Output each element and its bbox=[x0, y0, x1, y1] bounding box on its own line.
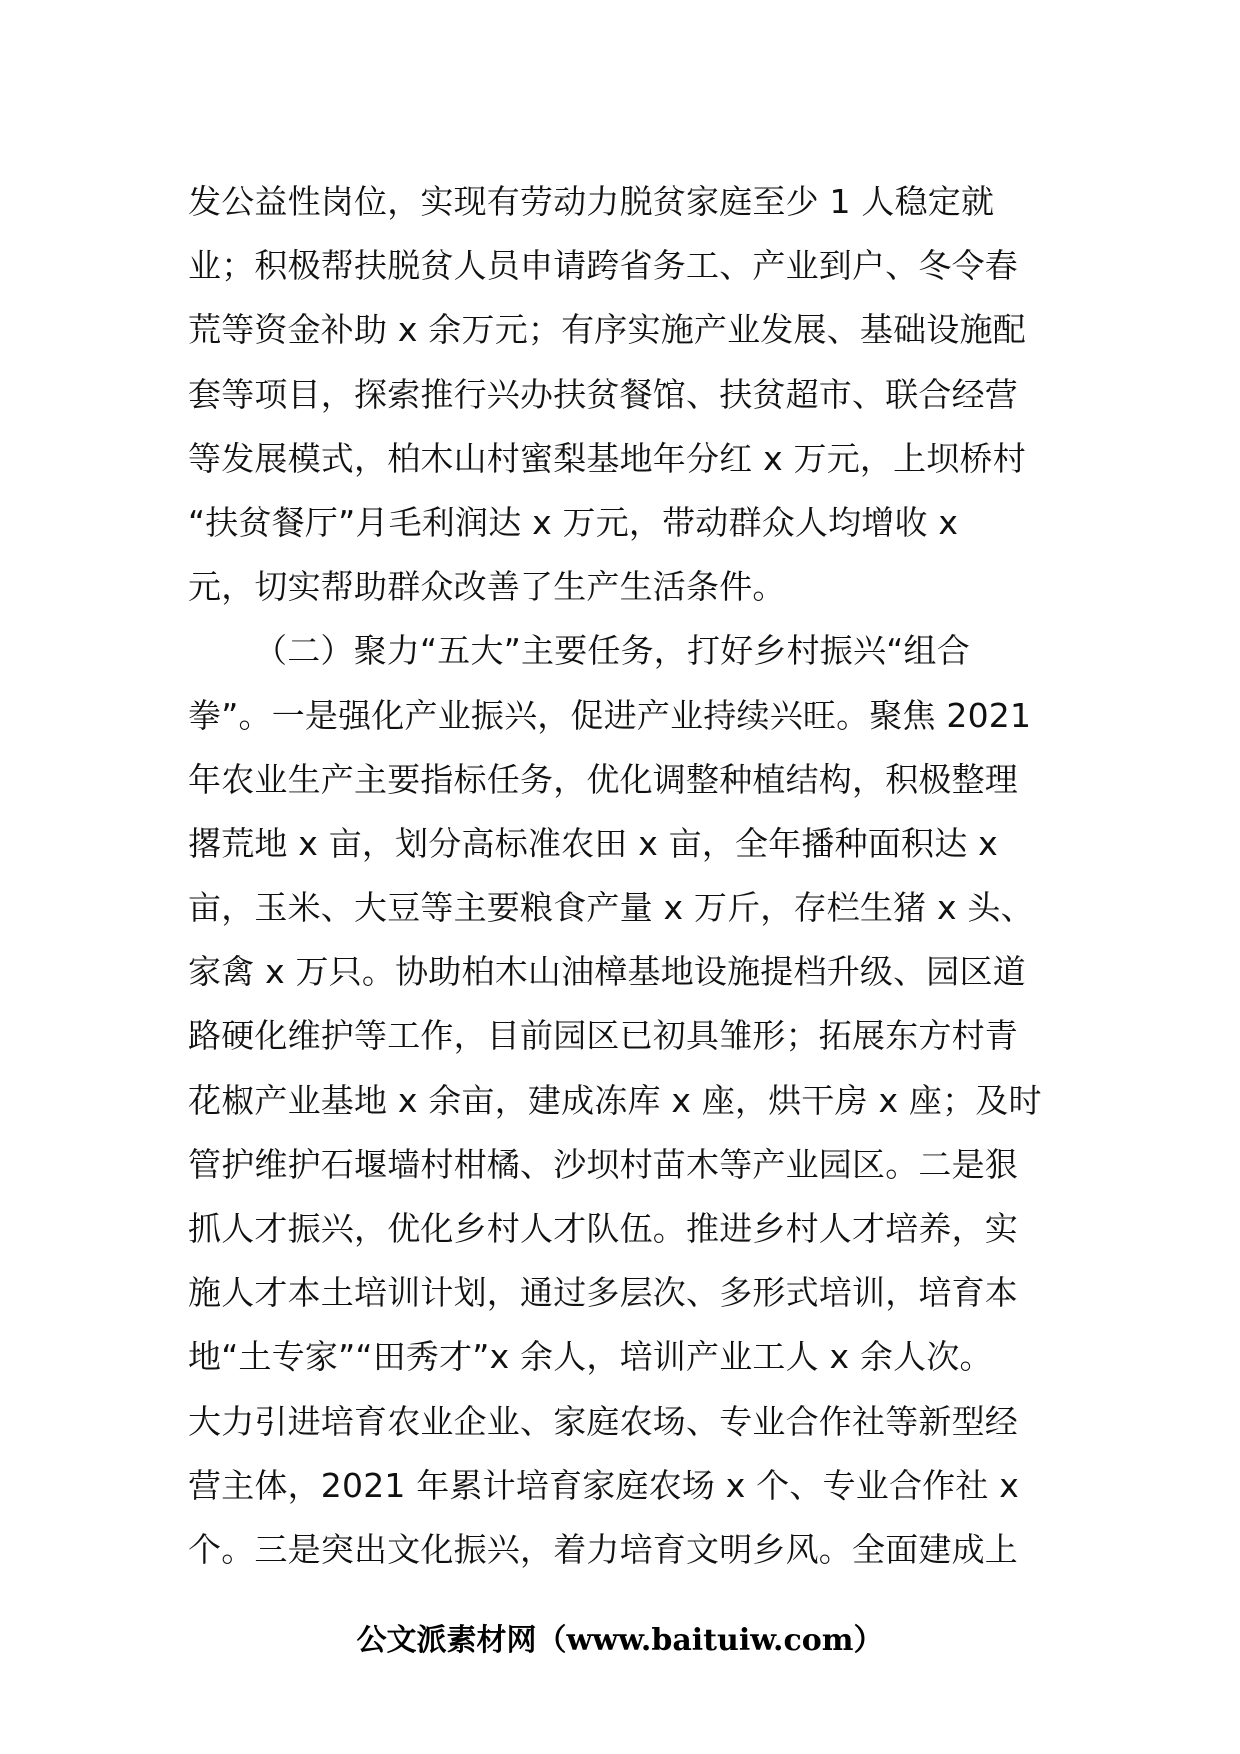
text-line: 等发展模式，柏木山村蜜梨基地年分红 x 万元，上坝桥村 bbox=[188, 438, 1026, 478]
text-line: 撂荒地 x 亩，划分高标准农田 x 亩，全年播种面积达 x bbox=[188, 823, 998, 863]
text-line: 花椒产业基地 x 余亩，建成冻库 x 座，烘干房 x 座；及时 bbox=[188, 1080, 1042, 1120]
text-line: 大力引进培育农业企业、家庭农场、专业合作社等新型经 bbox=[188, 1401, 1018, 1441]
paragraph-heading-line: （二）聚力“五大”主要任务，打好乡村振兴“组合 bbox=[254, 631, 970, 671]
text-line: 施人才本土培训计划，通过多层次、多形式培训，培育本 bbox=[188, 1273, 1018, 1313]
text-line: 元，切实帮助群众改善了生产生活条件。 bbox=[188, 567, 786, 607]
text-line: 管护维护石堰墙村柑橘、沙坝村苗木等产业园区。二是狠 bbox=[188, 1144, 1018, 1184]
text-line: 个。三是突出文化振兴，着力培育文明乡风。全面建成上 bbox=[188, 1529, 1018, 1569]
text-line: 家禽 x 万只。协助柏木山油樟基地设施提档升级、园区道 bbox=[188, 952, 1026, 992]
text-line: 地“土专家”“田秀才”x 余人，培训产业工人 x 余人次。 bbox=[188, 1337, 993, 1377]
text-line: 发公益性岗位，实现有劳动力脱贫家庭至少 1 人稳定就 bbox=[188, 182, 995, 221]
text-line: 抓人才振兴，优化乡村人才队伍。推进乡村人才培养，实 bbox=[188, 1209, 1018, 1248]
text-line: 拳”。一是强化产业振兴，促进产业持续兴旺。聚焦 2021 bbox=[188, 695, 1032, 735]
text-line: 年农业生产主要指标任务，优化调整种植结构，积极整理 bbox=[188, 759, 1018, 799]
text-line: 路硬化维护等工作，目前园区已初具雏形；拓展东方村青 bbox=[188, 1016, 1018, 1056]
text-line: “扶贫餐厅”月毛利润达 x 万元，带动群众人均增收 x bbox=[188, 502, 959, 542]
text-line: 营主体，2021 年累计培育家庭农场 x 个、专业合作社 x bbox=[188, 1465, 1019, 1505]
text-line: 荒等资金补助 x 余万元；有序实施产业发展、基础设施配 bbox=[188, 310, 1026, 350]
footer-watermark: 公文派素材网（www.baituiw.com） bbox=[356, 1623, 884, 1658]
text-line: 套等项目，探索推行兴办扶贫餐馆、扶贫超市、联合经营 bbox=[188, 374, 1018, 414]
text-line: 亩，玉米、大豆等主要粮食产量 x 万斤，存栏生猪 x 头、 bbox=[188, 888, 1034, 928]
body-text bbox=[188, 170, 1048, 1582]
text-line: 业；积极帮扶脱贫人员申请跨省务工、产业到户、冬令春 bbox=[188, 246, 1018, 286]
